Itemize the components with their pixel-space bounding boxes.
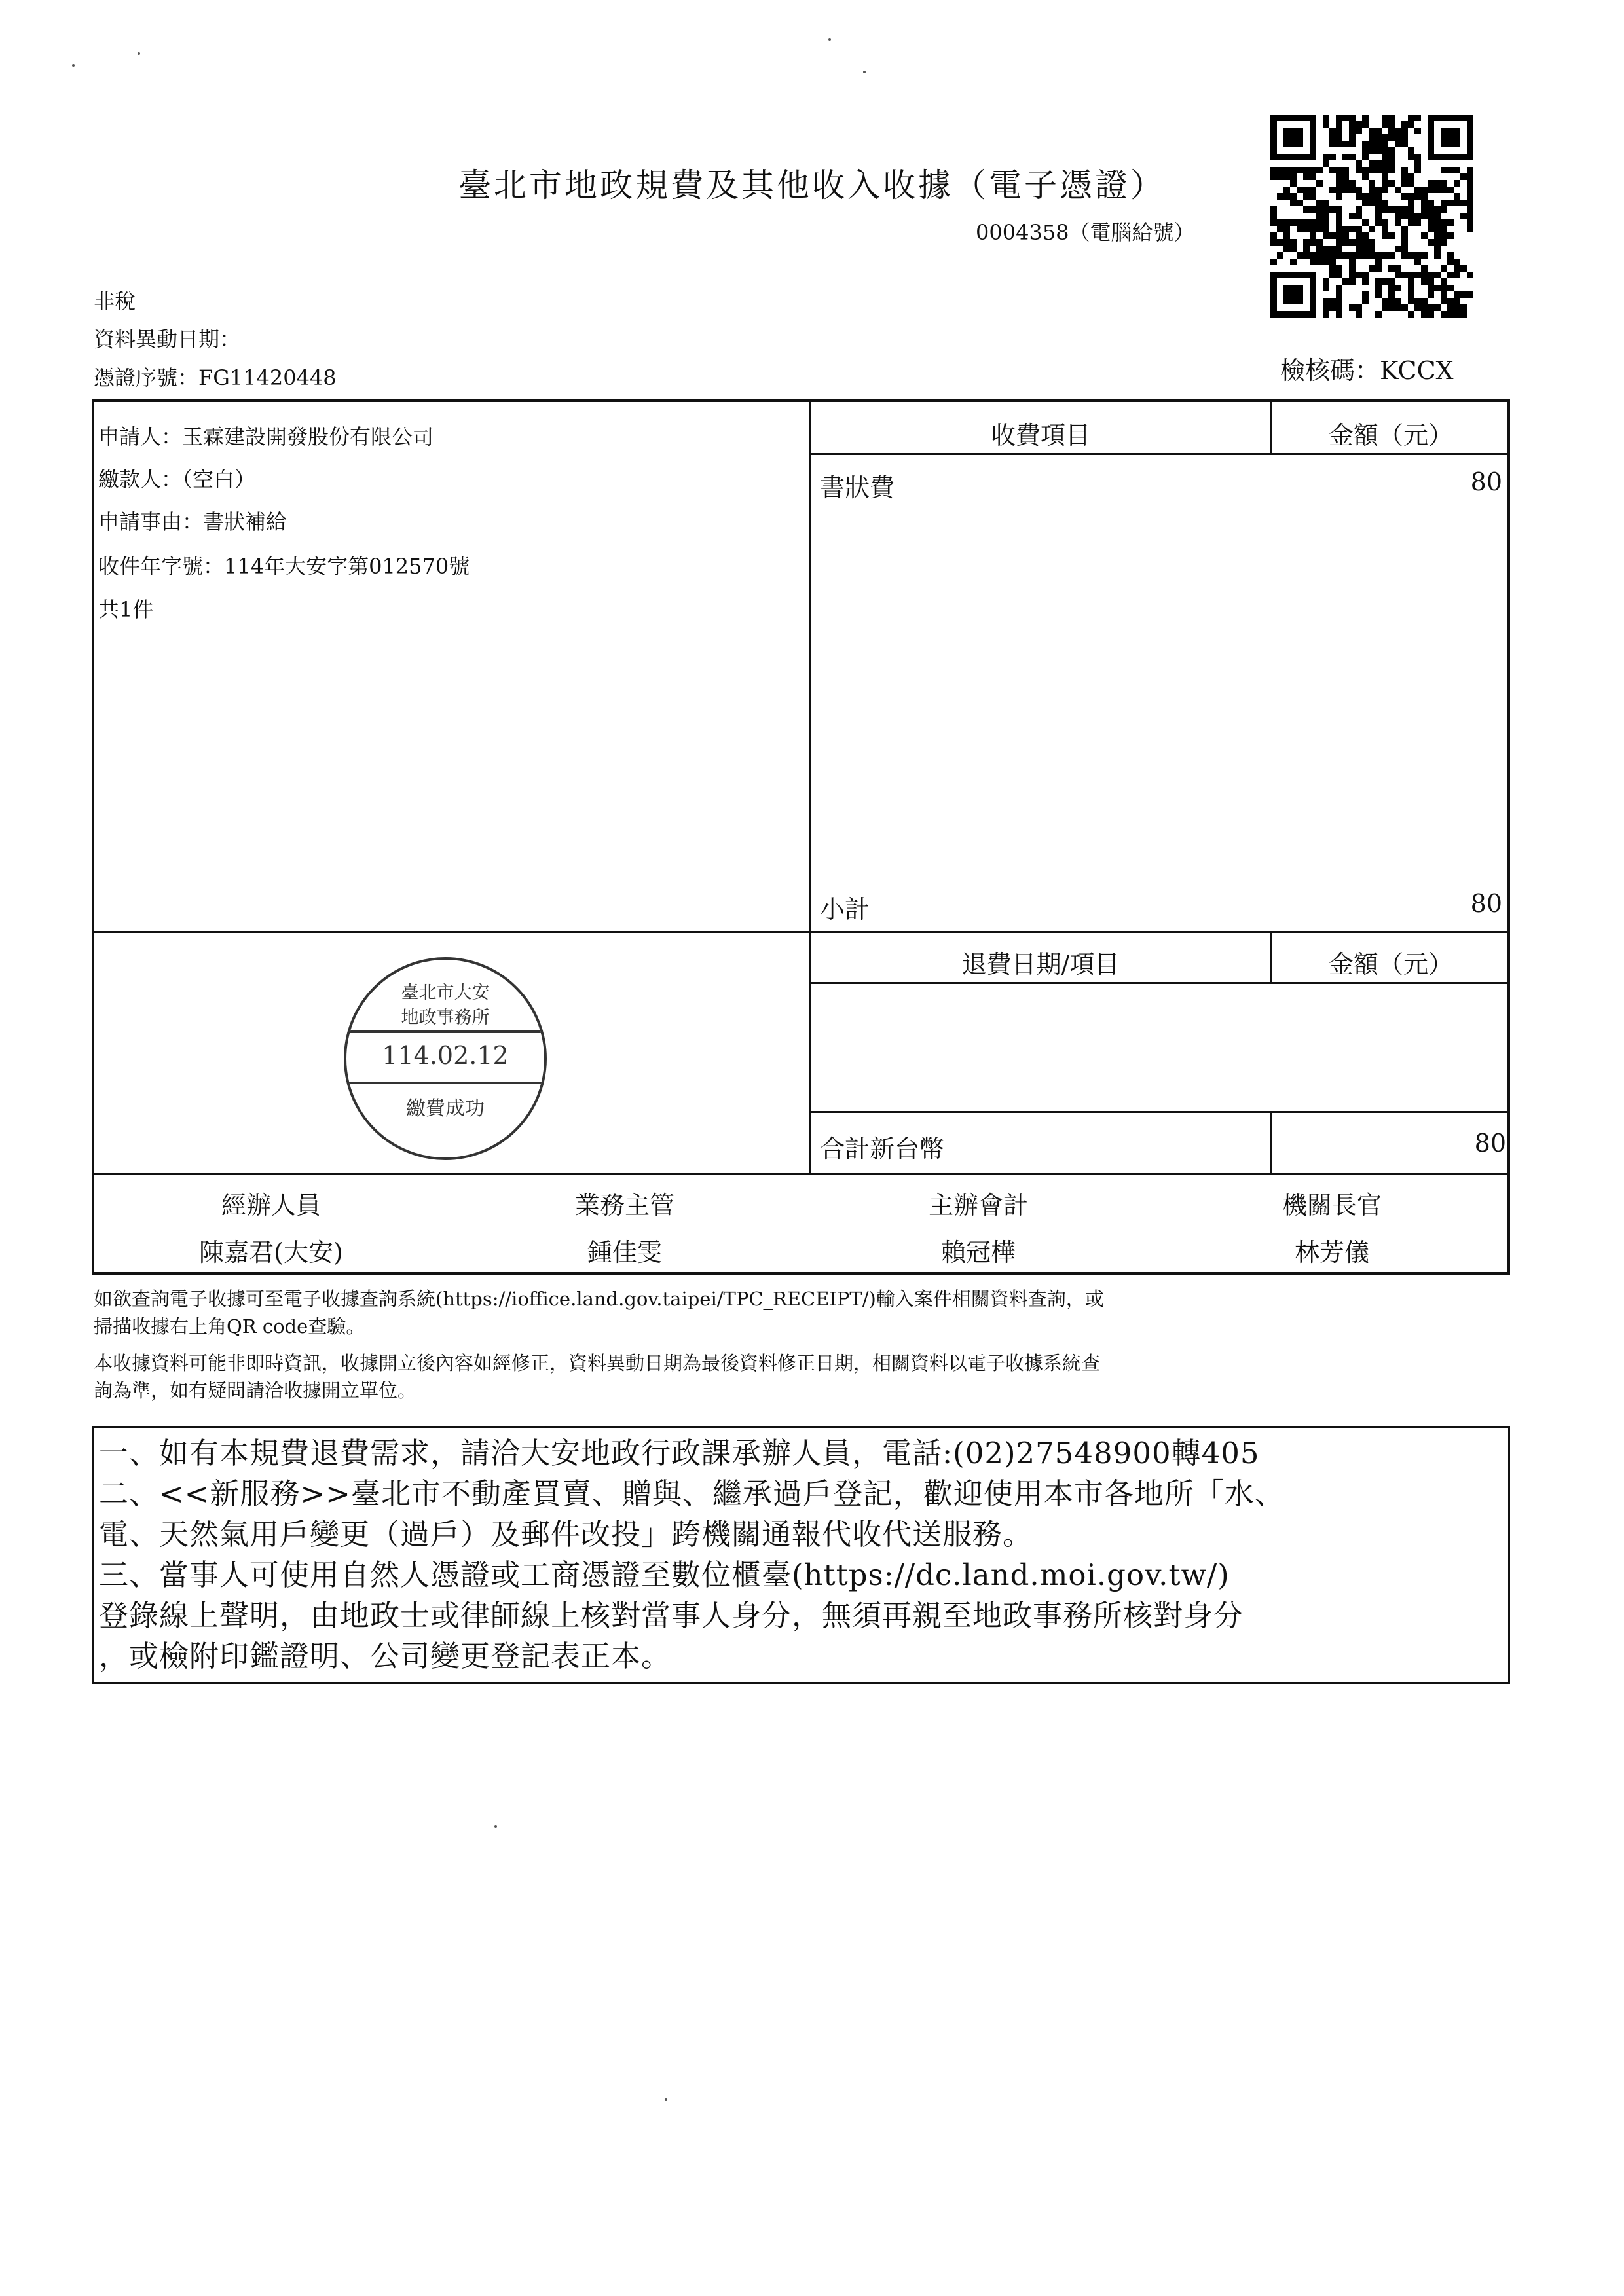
table-divider [809,453,1510,455]
signature-name: 鍾佳雯 [587,1238,662,1267]
refund-header: 退費日期/項目 [961,950,1120,979]
check-code: 檢核碼：KCCX [1280,356,1454,385]
scan-speck [494,1825,497,1828]
notice-line: 三、當事人可使用自然人憑證或工商憑證至數位櫃臺(https://dc.land.moi.gov.tw/) [99,1558,1230,1592]
stamp-office-line1: 臺北市大安 [401,983,490,1003]
note-line: 如欲查詢電子收據可至電子收據查詢系統(https://ioffice.land.gov.taipei/TPC_RECEIPT/)輸入案件相關資料查詢，或 [94,1288,1104,1310]
signature-role: 經辦人員 [221,1191,321,1220]
signature-role: 業務主管 [574,1191,674,1220]
note-line: 本收據資料可能非即時資訊，收據開立後內容如經修正，資料異動日期為最後資料修正日期，相關資料以電子收據系統查 [94,1352,1101,1374]
serial-number: 0004358（電腦給號） [976,220,1195,245]
signature-role: 主辦會計 [928,1191,1028,1220]
fee-amount-header: 金額（元） [1328,421,1453,450]
receipt-case-number: 收件年字號：114年大安字第012570號 [98,554,470,579]
signature-name: 賴冠樺 [940,1238,1016,1267]
scan-speck [828,38,831,41]
table-divider [94,931,1510,933]
signature-name: 陳嘉君(大安) [199,1238,343,1267]
table-divider [809,982,1510,984]
notice-line: ，或檢附印鑑證明、公司變更登記表正本。 [99,1639,672,1673]
fee-item-amount: 80 [1470,467,1502,496]
total-label: 合計新台幣 [820,1135,945,1163]
note-line: 掃描收據右上角QR code查驗。 [94,1315,365,1338]
subtotal-label: 小計 [820,895,870,924]
notice-box [92,1426,1510,1684]
notice-line: 電、天然氣用戶變更（過戶）及郵件改投」跨機關通報代收代送服務。 [99,1517,1033,1552]
fee-item-name: 書狀費 [820,473,895,502]
refund-amount-header: 金額（元） [1328,950,1453,979]
fee-item-header: 收費項目 [990,421,1090,450]
stamp-date: 114.02.12 [382,1041,509,1070]
stamp-office-line2: 地政事務所 [401,1008,490,1028]
total-value: 80 [1474,1129,1506,1157]
receipt-table [92,399,1510,1275]
applicant-name: 申請人：玉霖建設開發股份有限公司 [98,424,434,449]
scan-speck [665,2098,667,2101]
payment-stamp [344,957,547,1160]
application-reason: 申請事由：書狀補給 [98,509,287,534]
stamp-status: 繳費成功 [406,1097,485,1120]
note-line: 詢為準，如有疑問請洽收據開立單位。 [94,1379,417,1402]
case-count: 共1件 [98,597,154,622]
category-label: 非稅 [94,289,136,314]
notice-line: 登錄線上聲明，由地政士或律師線上核對當事人身分，無須再親至地政事務所核對身分 [99,1598,1244,1633]
signature-name: 林芳儀 [1294,1238,1369,1267]
table-divider [94,1173,1510,1175]
qr-code-icon [1270,115,1473,318]
subtotal-value: 80 [1470,889,1502,918]
notice-line: 二、<<新服務>>臺北市不動產買賣、贈與、繼承過戶登記，歡迎使用本市各地所「水、 [99,1476,1285,1511]
scan-speck [863,71,866,73]
payer-name: 繳款人：（空白） [98,467,256,492]
scan-speck [138,52,140,55]
notice-line: 一、如有本規費退費需求，請洽大安地政行政課承辦人員，電話:(02)27548900轉405 [99,1436,1260,1470]
scan-speck [72,64,75,67]
receipt-title: 臺北市地政規費及其他收入收據（電子憑證） [458,166,1166,204]
table-divider [809,1111,1510,1113]
data-change-date: 資料異動日期： [94,327,241,352]
voucher-number: 憑證序號：FG11420448 [94,365,337,390]
table-divider [809,402,811,1173]
signature-role: 機關長官 [1282,1191,1382,1220]
